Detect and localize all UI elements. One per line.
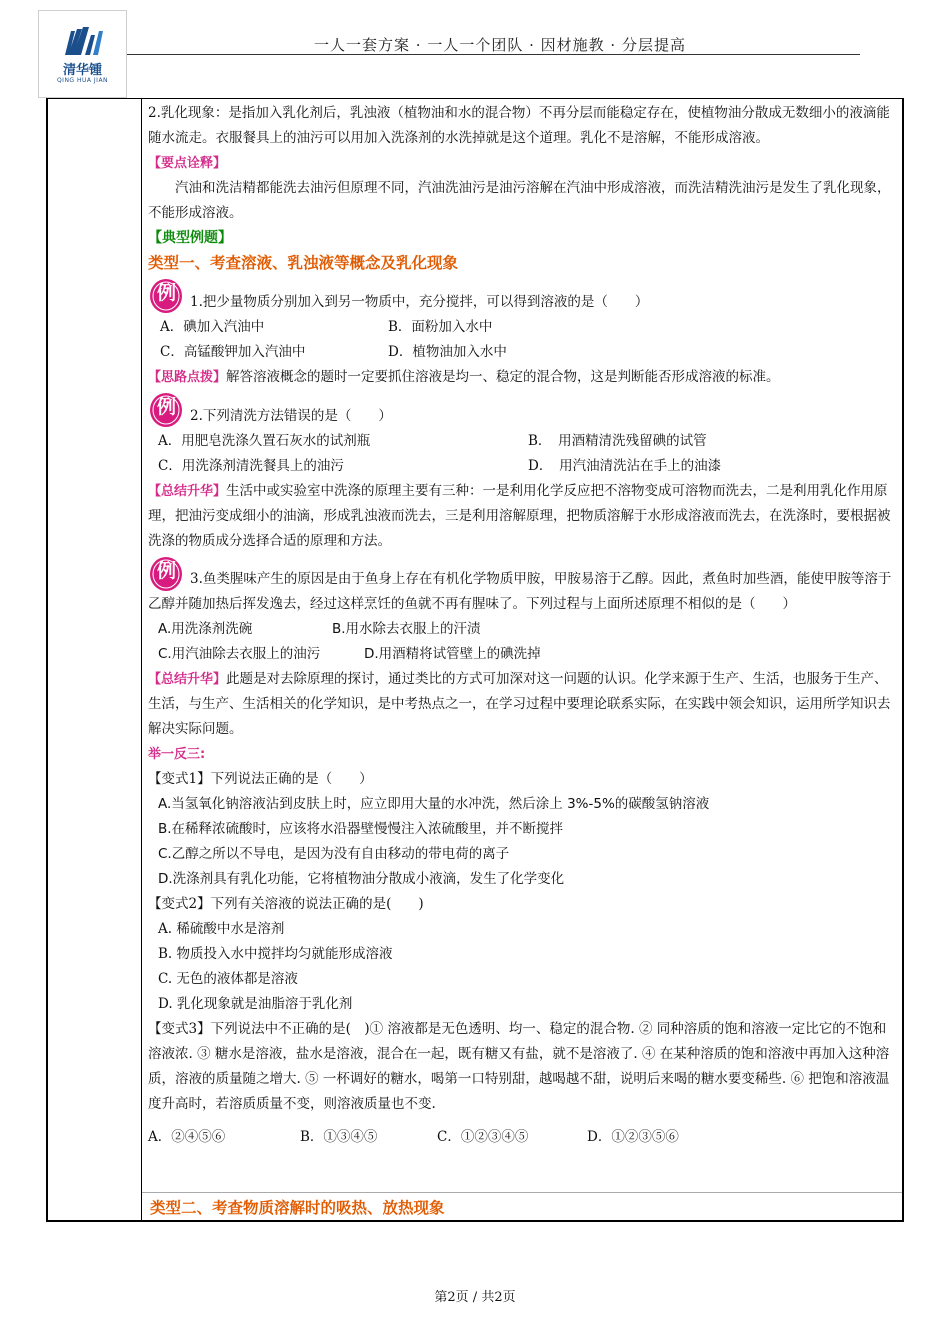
examples-heading: 【典型例题】 — [148, 230, 232, 246]
q1-option-a: A．碘加入汽油中 — [160, 319, 265, 335]
q2-option-b: B． 用酒精清洗残留碘的试管 — [528, 433, 707, 449]
question-3: 3.鱼类腥味产生的原因是由于鱼身上存在有机化学物质甲胺，甲胺易溶于乙醇。因此，煮鱼时加些酒，能使甲胺等溶于乙醇并随加热后挥发逸去，经过这样烹饪的鱼就不再有腥味了。下列过程与上面所述原理不相似的是（ ） — [148, 571, 892, 612]
variant-1-option-b: B.在稀释浓硫酸时，应该将水沿器壁慢慢注入浓硫酸里，并不断搅拌 — [158, 821, 564, 837]
hint-heading: 【思路点拨】 — [148, 370, 227, 385]
variant-2-option-b: B. 物质投入水中搅拌均匀就能形成溶液 — [158, 946, 393, 962]
q2-option-a: A．用肥皂洗涤久置石灰水的试剂瓶 — [158, 433, 371, 449]
variant-3-options — [148, 1125, 898, 1150]
q3-option-c: C.用汽油除去衣服上的油污 — [158, 646, 321, 662]
variant-3-option-b: B．①③④⑤ — [300, 1129, 378, 1145]
q1-options-row-2 — [148, 340, 898, 365]
q1-options-row-1 — [148, 315, 898, 340]
variant-2-question: 【变式2】下列有关溶液的说法正确的是( ) — [148, 896, 424, 912]
logo-subtext: QING HUA JIAN — [56, 77, 109, 84]
q3-option-b: B.用水除去衣服上的汗渍 — [332, 621, 481, 637]
type1-heading: 类型一、考查溶液、乳浊液等概念及乳化现象 — [148, 254, 459, 272]
example-badge-label: 例 — [157, 282, 177, 304]
practice-heading: 举一反三: — [148, 747, 206, 762]
key-points-text: 汽油和洗洁精都能洗去油污但原理不同，汽油洗油污是油污溶解在汽油中形成溶液，而洗洁精洗油污是发生了乳化现象，不能形成溶液。 — [148, 180, 891, 221]
variant-1-option-c: C.乙醇之所以不导电，是因为没有自由移动的带电荷的离子 — [158, 846, 510, 862]
variant-2-option-c: C. 无色的液体都是溶液 — [158, 971, 298, 987]
key-points-heading: 【要点诠释】 — [148, 156, 227, 171]
q3-options-row-2 — [148, 642, 898, 667]
header-divider — [127, 54, 860, 55]
example-badge-icon — [148, 554, 184, 592]
type2-heading: 类型二、考查物质溶解时的吸热、放热现象 — [150, 1199, 445, 1217]
q3-option-d: D.用酒精将试管壁上的碘洗掉 — [364, 646, 541, 662]
variant-3-option-a: A．②④⑤⑥ — [148, 1129, 226, 1145]
example-badge-label: 例 — [157, 396, 177, 418]
summary-2-heading: 【总结升华】 — [148, 672, 227, 687]
example-badge-icon — [148, 276, 184, 314]
example-badge-icon — [148, 390, 184, 428]
hint-paragraph — [148, 365, 898, 390]
summary-1-paragraph — [148, 479, 898, 554]
page-number: 第2页 / 共2页 — [434, 1290, 516, 1305]
variant-3-option-d: D．①②③⑤⑥ — [587, 1129, 679, 1145]
question-1: 1.把少量物质分别加入到另一物质中，充分搅拌，可以得到溶液的是（ ） — [190, 294, 649, 310]
hint-text: 解答溶液概念的题时一定要抓住溶液是均一、稳定的混合物，这是判断能否形成溶液的标准。 — [226, 369, 780, 385]
question-3-first-line — [188, 554, 190, 568]
q3-options-row-1 — [148, 617, 898, 642]
q3-option-a: A.用洗涤剂洗碗 — [158, 621, 253, 637]
q2-option-c: C．用洗涤剂清洗餐具上的油污 — [158, 458, 344, 474]
q2-option-d: D． 用汽油清洗沾在手上的油漆 — [528, 458, 722, 474]
q1-option-d: D．植物油加入水中 — [388, 344, 507, 360]
summary-1-text: 生活中或实验室中洗涤的原理主要有三种：一是利用化学反应把不溶物变成可溶物而洗去，二是利用乳化作用原理，把油污变成细小的油滴，形成乳浊液而洗去，三是利用溶解原理，把物质溶解于水形成溶液而洗去，在洗涤时，要根据被洗涤的物质成分选择合适的原理和方法。 — [148, 483, 891, 549]
summary-1-heading: 【总结升华】 — [148, 484, 227, 499]
question-2: 2.下列清洗方法错误的是（ ） — [190, 408, 392, 424]
variant-1-option-d: D.洗涤剂具有乳化功能，它将植物油分散成小液滴，发生了化学变化 — [158, 871, 565, 887]
variant-3-question: 【变式3】下列说法中不正确的是( )① 溶液都是无色透明、均一、稳定的混合物. ② 同种溶质的饱和溶液一定比它的不饱和溶液浓. ③ 糖水是溶液，盐水是溶液，混合在一起，既有糖又有盐，就不是溶液了. ④ 在某种溶质的饱和溶液中再加入这种溶质，溶液的质量随之增大. ⑤ 一杯调好的糖水，喝第一口特别甜，越喝越不甜，说明后来喝的糖水要变稀些. ⑥ 把饱和溶液温度升高时，若溶质质量不变，则溶液质量也不变. — [148, 1021, 890, 1112]
example-2 — [148, 390, 898, 429]
example-1 — [148, 276, 898, 315]
logo-text: 清华锺 — [62, 63, 102, 78]
variant-3-option-c: C．①②③④⑤ — [437, 1129, 529, 1145]
q2-options-row-1 — [148, 429, 898, 454]
summary-2-paragraph — [148, 667, 898, 742]
q1-option-b: B．面粉加入水中 — [388, 319, 493, 335]
example-badge-label: 例 — [157, 560, 177, 582]
variant-1-question: 【变式1】下列说法正确的是（ ） — [148, 771, 373, 787]
summary-2-text: 此题是对去除原理的探讨，通过类比的方式可加深对这一问题的认识。化学来源于生产、生活，也服务于生产、生活，与生产、生活相关的化学知识，是中考热点之一，在学习过程中要理论联系实际，在实践中领会知识，运用所学知识去解决实际问题。 — [148, 671, 891, 737]
variant-1-option-a: A.当氢氧化钠溶液沾到皮肤上时，应立即用大量的水冲洗，然后涂上 3%-5%的碳酸氢钠溶液 — [158, 796, 710, 812]
emulsify-paragraph: 2.乳化现象：是指加入乳化剂后，乳浊液（植物油和水的混合物）不再分层而能稳定存在，使植物油分散成无数细小的液滴能随水流走。衣服餐具上的油污可以用加入洗涤剂的水洗掉就是这个道理。乳化不是溶解，不能形成溶液。 — [148, 105, 890, 146]
table-column-divider — [141, 98, 142, 1222]
variant-2-option-d: D. 乳化现象就是油脂溶于乳化剂 — [158, 996, 353, 1012]
logo — [38, 10, 127, 98]
qinghuajian-logo-icon — [61, 25, 105, 59]
variant-2-option-a: A. 稀硫酸中水是溶剂 — [158, 921, 285, 937]
q1-option-c: C．高锰酸钾加入汽油中 — [160, 344, 306, 360]
content-body — [148, 101, 898, 1150]
q2-options-row-2 — [148, 454, 898, 479]
header-slogan: 一人一套方案 · 一人一个团队 · 因材施教 · 分层提高 — [314, 36, 686, 54]
type2-divider — [142, 1192, 902, 1193]
